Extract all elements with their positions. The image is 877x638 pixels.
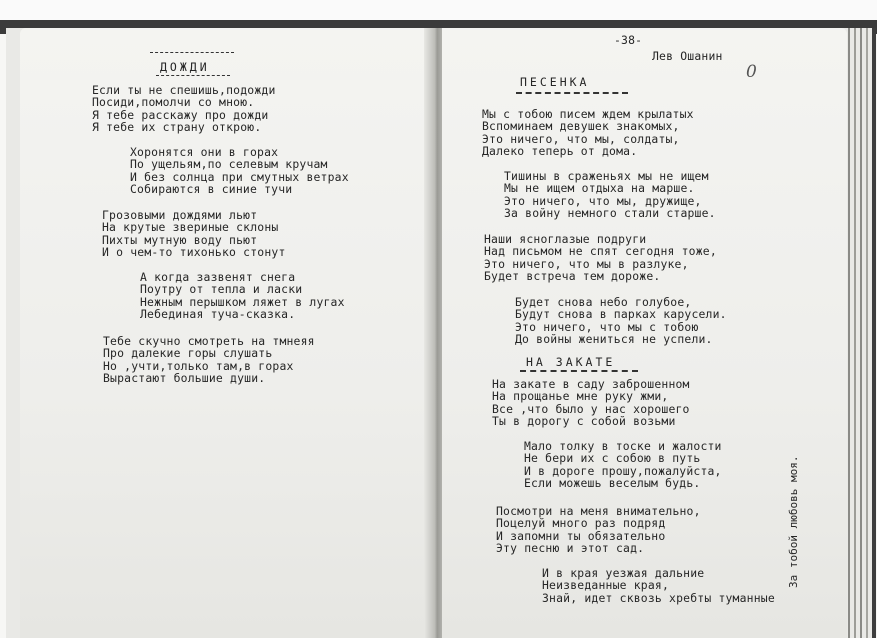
left-page	[20, 28, 435, 638]
author-name: Лев Ошанин	[652, 49, 723, 63]
song2-stanza-2: Мало толку в тоске и жалости Не бери их с собою в путь И в дороге прошу,пожалуйста, Если можешь веселым будь.	[524, 439, 722, 491]
left-page-title: ДОЖДИ	[160, 60, 210, 74]
page-edges	[846, 28, 876, 638]
song1-stanza-3: Наши ясноглазые подруги Над письмом не спят сегодня тоже, Это ничего, что мы в разлуке, Будет встреча тем дороже.	[484, 232, 717, 284]
title-rule-top	[150, 52, 234, 53]
open-book	[6, 28, 872, 638]
song2-stanza-1: На закате в саду заброшенном На прощанье мне руку жми, Все ,что было у нас хорошего Ты в дорогу с собой возьми	[492, 377, 690, 429]
page-number: -38-	[614, 33, 643, 47]
song2-stanza-3: Посмотри на меня внимательно, Поцелуй много раз подряд И запомни ты обязательно Эту песню и этот сад.	[496, 504, 701, 556]
song2-underline	[520, 370, 638, 372]
left-stanza-1: Если ты не спешишь,подожди Посиди,помолчи со мною. Я тебе расскажу про дожди Я тебе их страну открою.	[92, 83, 276, 135]
scan-margin	[0, 0, 877, 20]
right-page	[442, 28, 847, 638]
handwritten-mark: 0	[746, 62, 757, 82]
left-stanza-3: Грозовыми дождями льют На крутые звериные склоны Пихты мутную воду пьют И о чем-то тихонько стонут	[102, 208, 286, 260]
song-title-pesenka: ПЕСЕНКА	[520, 75, 590, 89]
song1-stanza-4: Будет снова небо голубое, Будут снова в парках карусели. Это ничего, что мы с тобою До войны жениться не успели.	[515, 295, 727, 347]
song1-stanza-2: Тишины в сраженьях мы не ищем Мы не ищем отдыха на марше. Это ничего, что мы, дружище, За войну немного стали старше.	[504, 169, 716, 221]
left-stanza-2: Хоронятся они в горах По ущельям,по селевым кручам И без солнца при смутных ветрах Собираются в синие тучи	[130, 145, 349, 197]
song-title-na-zakate: НА ЗАКАТЕ	[526, 355, 616, 369]
song1-stanza-1: Мы с тобою писем ждем крылатых Вспоминаем девушек знакомых, Это ничего, что мы, солдаты, Далеко теперь от дома.	[482, 107, 694, 159]
title-underline	[156, 75, 230, 76]
vertical-margin-line: За тобой любовь моя.	[787, 455, 800, 588]
left-stanza-4: А когда зазвенят снега Поутру от тепла и ласки Нежным перышком ляжет в лугах Лебединая туча-сказка.	[140, 270, 345, 322]
song1-underline	[516, 92, 628, 94]
left-stanza-5: Тебе скучно смотреть на тмнеяя Про далекие горы слушать Но ,учти,только там,в горах Вырастают большие души.	[103, 334, 315, 386]
song2-stanza-4: И в края уезжая дальние Неизведанные края, Знай, идет сквозь хребты туманные	[542, 566, 775, 605]
